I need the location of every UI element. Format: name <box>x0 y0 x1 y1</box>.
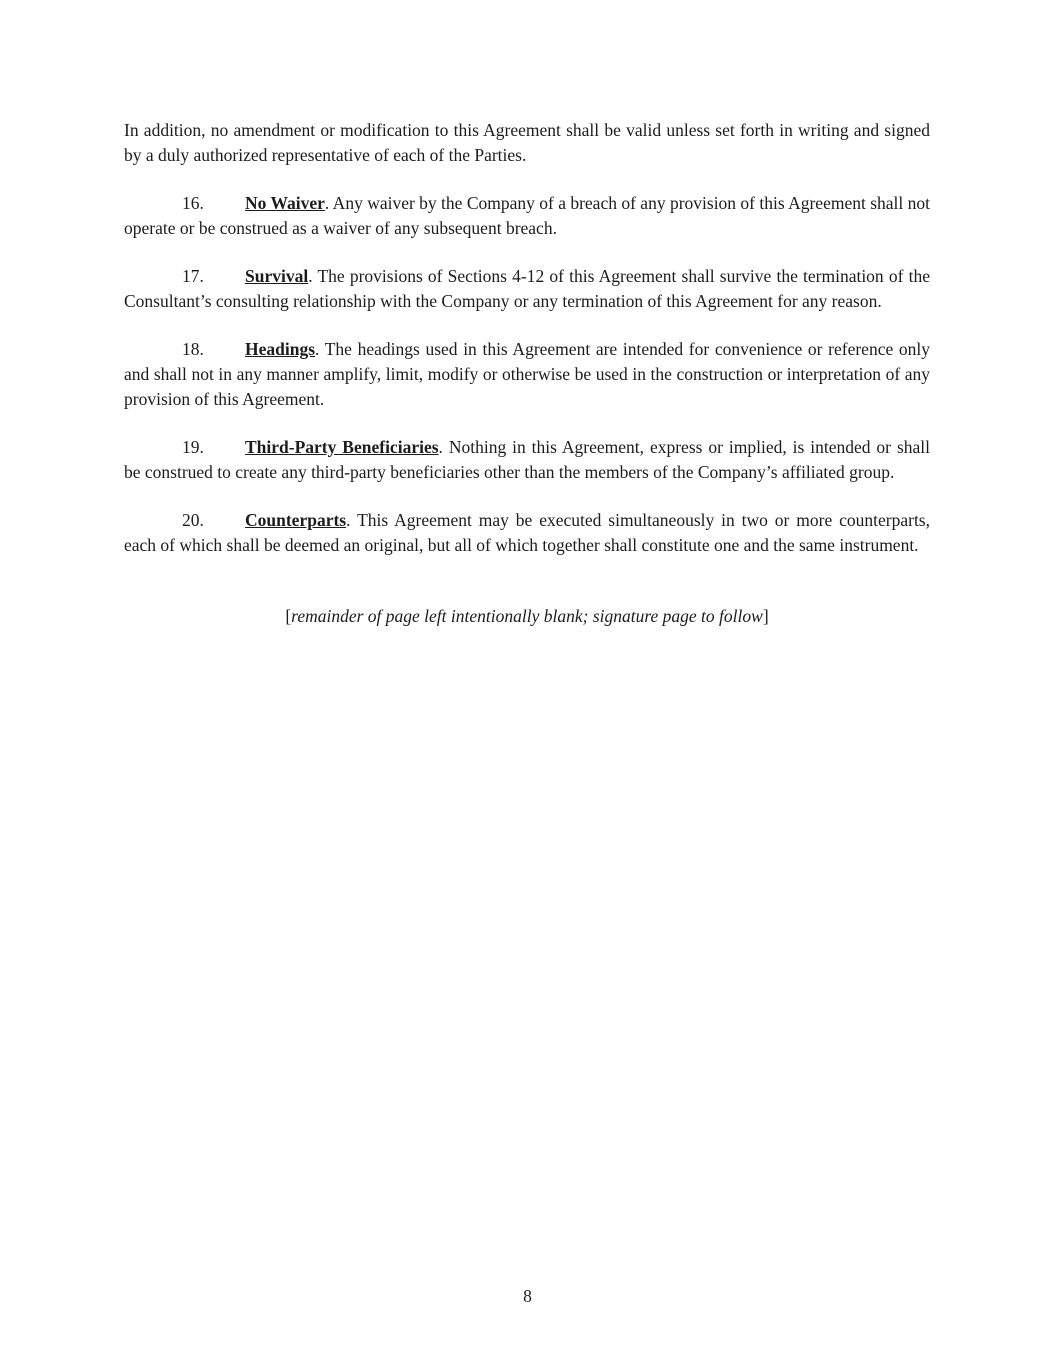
page-number: 8 <box>523 1286 532 1306</box>
section-heading: Counterparts <box>245 510 347 530</box>
section-headings <box>124 337 930 412</box>
intro-text: In addition, no amendment or modification to this Agreement shall be valid unless set forth in writing and signed by a duly authorized representative of each of the Parties. <box>124 120 930 165</box>
section-body: . The headings used in this Agreement are intended for convenience or reference only and shall not in any manner amplify, limit, modify or otherwise be used in the construction or interpretation of any provision of this Agreement. <box>124 339 930 409</box>
section-body: . Any waiver by the Company of a breach of any provision of this Agreement shall not operate or be construed as a waiver of any subsequent breach. <box>124 193 930 238</box>
section-heading: Third-Party Beneficiaries <box>245 437 439 457</box>
section-heading: No Waiver <box>245 193 325 213</box>
section-survival <box>124 264 930 314</box>
section-body: . Nothing in this Agreement, express or implied, is intended or shall be construed to create any third-party beneficiaries other than the members of the Company’s affiliated group. <box>124 437 930 482</box>
section-heading: Survival <box>245 266 309 286</box>
note-text: remainder of page left intentionally blank; signature page to follow <box>291 606 763 626</box>
section-number: 19. <box>182 437 204 457</box>
intro-paragraph <box>124 118 930 168</box>
section-no-waiver <box>124 191 930 241</box>
section-body: . The provisions of Sections 4-12 of this Agreement shall survive the termination of the Consultant’s consulting relationship with the Company or any termination of this Agreement for any reason. <box>124 266 930 311</box>
section-body: . This Agreement may be executed simultaneously in two or more counterparts, each of which shall be deemed an original, but all of which together shall constitute one and the same instrument. <box>124 510 930 555</box>
section-counterparts <box>124 508 930 558</box>
section-number: 17. <box>182 266 204 286</box>
note-open-bracket: [ <box>285 606 292 626</box>
section-number: 20. <box>182 510 204 530</box>
section-number: 16. <box>182 193 204 213</box>
section-heading: Headings <box>245 339 316 359</box>
section-number: 18. <box>182 339 204 359</box>
note-close-bracket: ] <box>762 606 769 626</box>
placeholder-note <box>124 604 930 629</box>
section-third-party-beneficiaries <box>124 435 930 485</box>
